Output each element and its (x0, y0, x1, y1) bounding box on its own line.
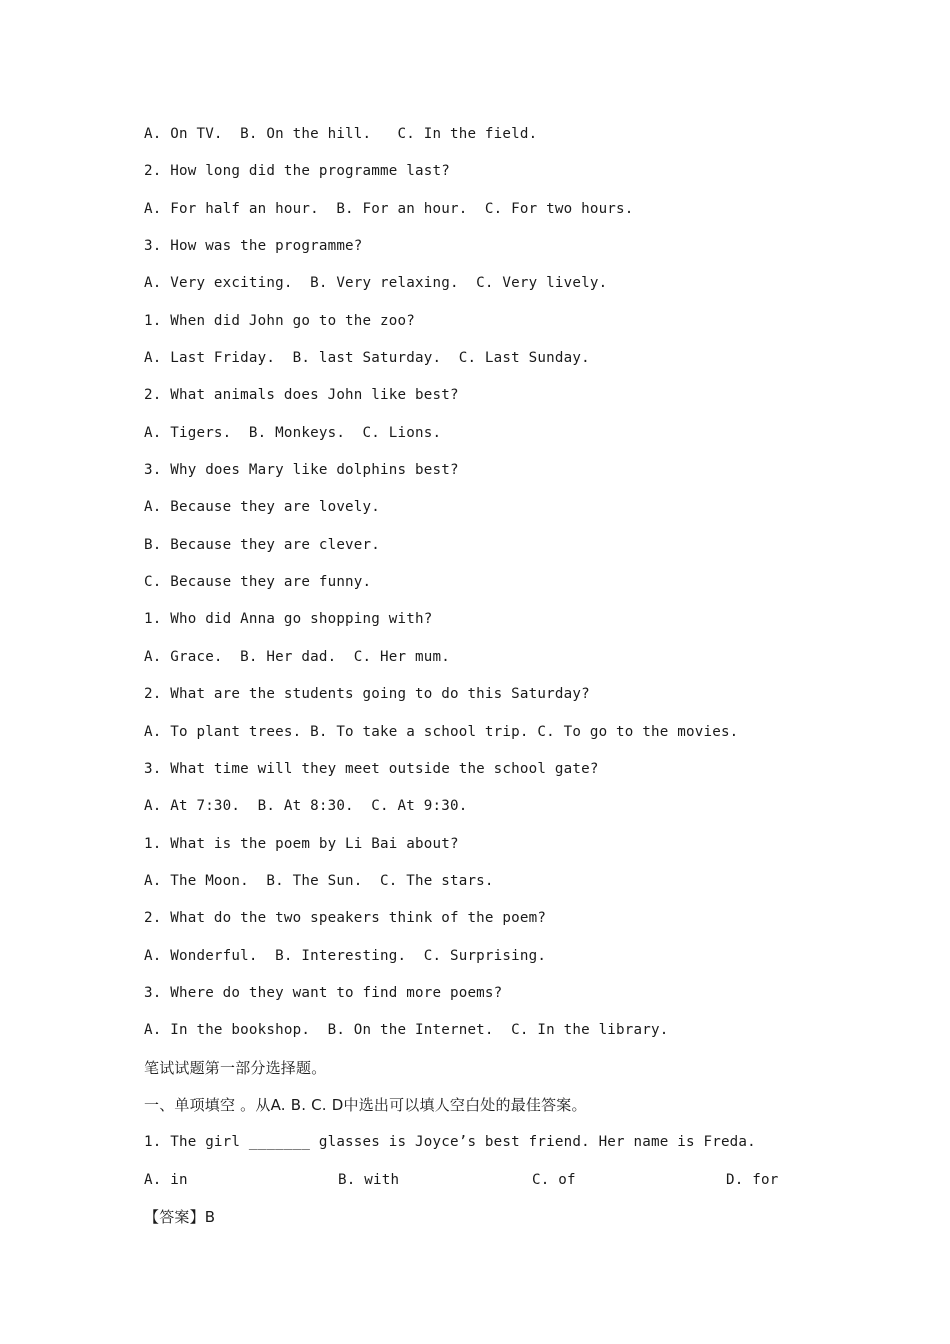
answer: 【答案】B (144, 1207, 216, 1226)
option-c: C. of (532, 1171, 576, 1188)
text-line: A. Wonderful. B. Interesting. C. Surprising. (144, 947, 547, 964)
question-list (144, 122, 844, 1242)
text-line: A. Because they are lovely. (144, 499, 381, 516)
text-line: 1. What is the poem by Li Bai about? (144, 835, 459, 852)
text-line: 2. What animals does John like best? (144, 387, 459, 404)
option-a: A. in (144, 1171, 188, 1188)
question: 1. The girl _______ glasses is Joyce’s best friend. Her name is Freda. (144, 1134, 756, 1151)
option-row (144, 1168, 844, 1205)
option-b: B. with (338, 1171, 400, 1188)
option-d: D. for (726, 1171, 779, 1188)
text-line: A. On TV. B. On the hill. C. In the field. (144, 126, 538, 142)
text-line: B. Because they are clever. (144, 536, 381, 553)
text-line: A. Very exciting. B. Very relaxing. C. Very lively. (144, 275, 608, 292)
text-line: A. Last Friday. B. last Saturday. C. Last Sunday. (144, 350, 590, 367)
text-line: 2. What do the two speakers think of the poem? (144, 910, 547, 927)
text-line: 3. What time will they meet outside the school gate? (144, 760, 599, 777)
text-line: A. The Moon. B. The Sun. C. The stars. (144, 872, 494, 889)
text-line: A. Grace. B. Her dad. C. Her mum. (144, 648, 450, 665)
text-line: 2. How long did the programme last? (144, 163, 450, 180)
text-line: A. For half an hour. B. For an hour. C. For two hours. (144, 200, 634, 217)
text-line: 3. Where do they want to find more poems? (144, 984, 503, 1001)
text-line: 3. How was the programme? (144, 238, 363, 255)
text-line: 2. What are the students going to do this Saturday? (144, 686, 590, 703)
text-line: A. To plant trees. B. To take a school trip. C. To go to the movies. (144, 723, 739, 740)
text-line: C. Because they are funny. (144, 574, 372, 591)
text-line: 1. When did John go to the zoo? (144, 312, 415, 329)
text-line: 1. Who did Anna go shopping with? (144, 611, 433, 628)
instruction: 一、单项填空 。从A. B. C. D中选出可以填人空白处的最佳答案。 (144, 1095, 587, 1114)
text-line: A. At 7:30. B. At 8:30. C. At 9:30. (144, 798, 468, 815)
text-line: A. Tigers. B. Monkeys. C. Lions. (144, 424, 442, 441)
text-line: A. In the bookshop. B. On the Internet. C. In the library. (144, 1022, 669, 1039)
text-line: 3. Why does Mary like dolphins best? (144, 462, 459, 479)
section-title: 笔试试题第一部分选择题。 (144, 1058, 327, 1077)
